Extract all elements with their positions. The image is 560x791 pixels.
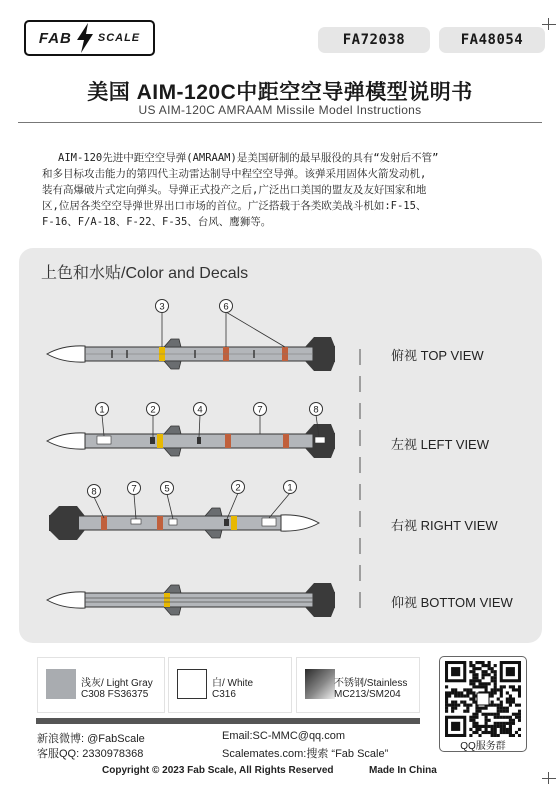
product-code-badge: FA72038 (318, 27, 430, 53)
swatch-chip (305, 669, 335, 699)
email-contact[interactable]: Email:SC-MMC@qq.com (222, 730, 346, 742)
callout-number: 1 (287, 482, 293, 494)
callout-number: 2 (150, 404, 156, 416)
callout-number: 8 (91, 486, 97, 498)
missile-right-view (49, 506, 319, 540)
missile-left-view (47, 424, 335, 458)
callout-circles (88, 300, 323, 498)
view-label-left: 左视 LEFT VIEW (391, 437, 489, 452)
page-title: 美国 AIM-120C中距空空导弹模型说明书 (87, 81, 473, 104)
swatch-code: C308 FS36375 (81, 689, 149, 700)
color-swatch-light-gray (37, 657, 165, 713)
callout-number: 5 (164, 483, 170, 495)
qq-contact: 客服QQ: 2330978368 (37, 748, 144, 760)
swatch-code: C316 (212, 689, 236, 700)
callout-number: 7 (257, 404, 263, 416)
intro-line: 区,位居各类空空导弹世界出口市场的首位。广泛搭载于各类欧美战斗机如:F-15、 (42, 200, 427, 212)
scalemates-contact[interactable]: Scalemates.com:搜索 “Fab Scale” (222, 748, 389, 760)
qr-code-icon (445, 661, 521, 737)
callout-number: 6 (223, 301, 229, 313)
page-subtitle: US AIM-120C AMRAAM Missile Model Instructions (138, 103, 422, 117)
missile-top-view (47, 337, 335, 371)
intro-line: AIM-120先进中距空空导弹(AMRAAM)是美国研制的最早服役的具有“发射后不管” (58, 152, 439, 164)
brand-logo-right: SCALE (97, 32, 141, 44)
callout-numbers (91, 302, 318, 498)
made-in-text: Made In China (369, 765, 437, 776)
view-label-right: 右视 RIGHT VIEW (391, 518, 498, 533)
qr-label: QQ服务群 (460, 741, 506, 752)
color-swatch-white (168, 657, 292, 713)
callout-number: 1 (99, 404, 105, 416)
brand-logo-left: FAB (38, 29, 72, 47)
callout-number: 7 (131, 483, 137, 495)
swatch-chip (46, 669, 76, 699)
intro-line: 装有高爆破片式定向弹头。导弹正式投产之后,广泛出口美国的盟友及友好国家和地 (42, 184, 427, 196)
panel-title: 上色和水贴/Color and Decals (41, 265, 249, 282)
swatch-code: MC213/SM204 (334, 689, 401, 700)
qr-code-box[interactable] (439, 656, 527, 752)
swatch-name: 浅灰/ Light Gray (81, 678, 153, 689)
missile-bottom-view (47, 583, 335, 617)
callout-number: 8 (313, 404, 319, 416)
copyright-text: Copyright © 2023 Fab Scale, All Rights Reserved (102, 765, 334, 776)
swatch-name: 不锈钢/Stainless (334, 678, 408, 689)
intro-paragraph (42, 150, 522, 230)
product-code-badge: FA48054 (439, 27, 545, 53)
brand-logo (24, 20, 155, 56)
intro-line: F-16、F/A-18、F-22、F-35、台风、鹰狮等。 (42, 216, 272, 228)
weibo-contact: 新浪微博: @FabScale (37, 733, 145, 745)
view-label-top: 俯视 TOP VIEW (391, 348, 484, 363)
color-decal-panel (19, 248, 542, 643)
callout-number: 3 (159, 301, 165, 313)
swatch-chip (177, 669, 207, 699)
lightning-bolt-icon (74, 22, 96, 54)
color-swatch-stainless (296, 657, 420, 713)
footer-bar (36, 718, 420, 724)
view-label-bottom: 仰视 BOTTOM VIEW (391, 595, 513, 610)
callout-number: 4 (197, 404, 203, 416)
callout-number: 2 (235, 482, 241, 494)
swatch-name: 白/ White (212, 678, 254, 689)
intro-line: 和多目标攻击能力的第四代主动雷达制导中程空空导弹。该弹采用固体火箭发动机, (42, 168, 427, 180)
title-divider (18, 122, 542, 123)
crop-mark (542, 778, 556, 779)
crop-mark (542, 24, 556, 25)
